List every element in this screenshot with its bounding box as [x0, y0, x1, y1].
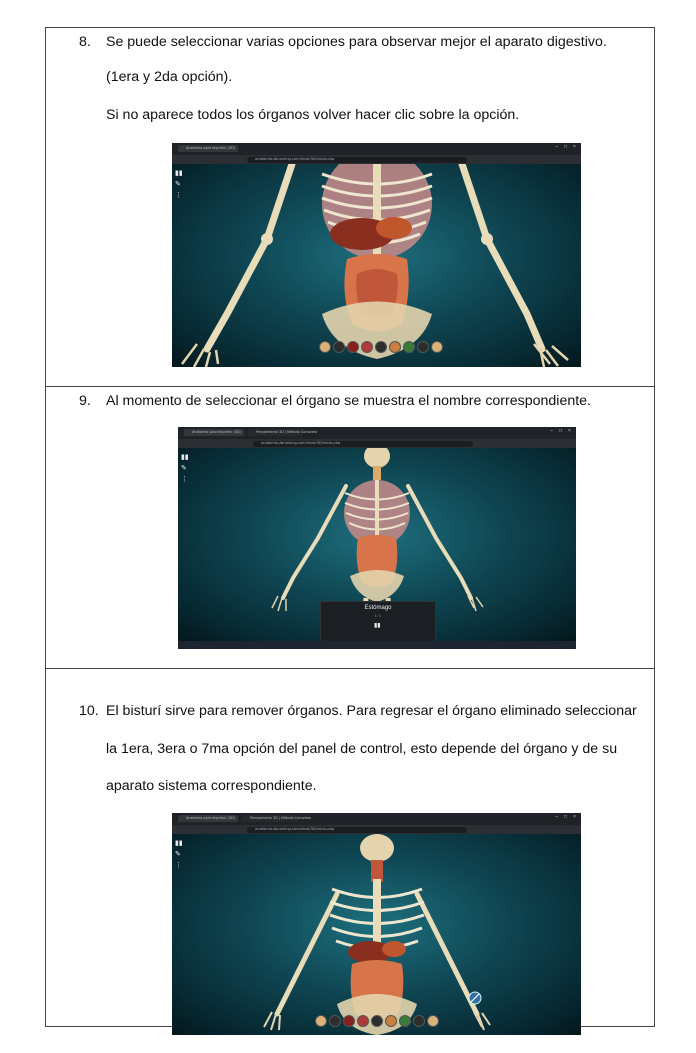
minimize-icon[interactable]: – — [550, 428, 553, 434]
skeleton-icon[interactable] — [427, 1015, 439, 1027]
muscle-icon[interactable] — [329, 1015, 341, 1027]
step-text-line: Al momento de seleccionar el órgano se muestra el nombre correspondiente. — [106, 393, 592, 409]
step-text-line: la 1era, 3era o 7ma opción del panel de control, esto depende del órgano y de su — [106, 741, 618, 757]
minimize-icon[interactable]: – — [555, 144, 558, 150]
chat-icon[interactable]: ✎ — [181, 465, 187, 472]
book-icon[interactable]: ▮▮ — [175, 170, 183, 177]
table-row-step-9 — [46, 386, 654, 668]
skeleton-icon[interactable] — [319, 341, 331, 353]
minimize-icon[interactable]: – — [555, 814, 558, 820]
browser-tab-bar — [178, 427, 576, 439]
browser-tab[interactable]: Anatomía para Imprimir (3D) — [178, 815, 238, 822]
side-tool-panel — [181, 452, 191, 485]
book-icon[interactable]: ▮▮ — [181, 454, 189, 461]
chat-icon[interactable]: ✎ — [175, 181, 181, 188]
maximize-icon[interactable]: □ — [563, 814, 568, 820]
screenshot-3d-anatomy-organ-name — [178, 427, 576, 649]
chat-icon[interactable]: ✎ — [175, 851, 181, 858]
table-row-step-8 — [46, 28, 654, 386]
control-panel-toolbar — [319, 340, 443, 354]
screenshot-3d-anatomy-scalpel — [172, 813, 581, 1035]
stomach-icon[interactable] — [371, 1015, 383, 1027]
heart-icon[interactable] — [347, 341, 359, 353]
scalpel-icon[interactable] — [403, 341, 415, 353]
organ-name-label: Estómago — [364, 605, 392, 611]
skeleton-icon[interactable] — [431, 341, 443, 353]
brain-icon[interactable] — [389, 341, 401, 353]
lungs-icon[interactable] — [361, 341, 373, 353]
book-icon[interactable]: ▮▮ — [175, 840, 183, 847]
url-input[interactable]: anatomia.zbrushing.com/nivel/3D/inicio.php — [247, 157, 467, 163]
side-tool-panel — [175, 838, 185, 871]
browser-tab-bar — [172, 813, 581, 825]
skeleton-icon[interactable] — [315, 1015, 327, 1027]
instruction-table — [45, 27, 655, 1027]
eye-icon[interactable] — [417, 341, 429, 353]
browser-address-bar — [172, 155, 581, 164]
more-vertical-icon[interactable]: ⋮ — [181, 476, 188, 483]
maximize-icon[interactable]: □ — [563, 144, 568, 150]
skeleton-organs-removed-render — [172, 834, 581, 1035]
more-vertical-icon[interactable]: ⋮ — [175, 192, 182, 199]
skeleton-torso-digestive-render — [172, 164, 581, 367]
browser-tab[interactable]: Pensamiento 3D | Método Completo — [242, 815, 297, 822]
step-text-line: (1era y 2da opción). — [106, 69, 233, 85]
eye-icon[interactable] — [413, 1015, 425, 1027]
control-panel-toolbar — [315, 1014, 439, 1028]
step-text-line: Se puede seleccionar varias opciones para observar mejor el aparato digestivo. — [106, 34, 607, 50]
close-icon[interactable]: × — [573, 814, 576, 820]
more-vertical-icon[interactable]: ⋮ — [175, 862, 182, 869]
step-number: 10. — [79, 703, 99, 719]
browser-tab[interactable]: Pensamiento 3D | Método Completo — [248, 429, 303, 436]
stomach-icon[interactable] — [375, 341, 387, 353]
browser-address-bar — [178, 439, 576, 448]
step-text-line: aparato sistema correspondiente. — [106, 778, 317, 794]
lungs-icon[interactable] — [357, 1015, 369, 1027]
side-tool-panel — [175, 168, 185, 201]
brain-icon[interactable] — [385, 1015, 397, 1027]
maximize-icon[interactable]: □ — [558, 428, 563, 434]
step-number: 9. — [79, 393, 91, 409]
browser-tab[interactable]: Anatomía para Imprimir (3D) — [178, 145, 238, 152]
anatomy-viewport[interactable] — [178, 448, 576, 641]
close-icon[interactable]: × — [568, 428, 571, 434]
organ-name-counter: 1 / 1 — [374, 614, 382, 618]
url-input[interactable]: anatomia.zbrushing.com/nivel/3D/inicio.php — [247, 827, 467, 833]
anatomy-viewport[interactable] — [172, 834, 581, 1035]
step-number: 8. — [79, 34, 91, 50]
book-icon[interactable]: ▮▮ — [374, 623, 381, 629]
muscle-icon[interactable] — [333, 341, 345, 353]
browser-address-bar — [172, 825, 581, 834]
step-text-line: El bisturí sirve para remover órganos. Para regresar el órgano eliminado seleccionar — [106, 703, 637, 719]
table-row-step-10 — [46, 668, 654, 1026]
browser-tab-bar — [172, 143, 581, 155]
url-input[interactable]: anatomia.zbrushing.com/nivel/3D/inicio.php — [253, 441, 473, 447]
organ-name-popup — [320, 601, 436, 643]
windows-taskbar — [178, 641, 576, 649]
scalpel-icon[interactable] — [399, 1015, 411, 1027]
step-text-line: Si no aparece todos los órganos volver hacer clic sobre la opción. — [106, 107, 520, 123]
browser-tab[interactable]: Anatomía para Imprimir (3D) — [184, 429, 244, 436]
anatomy-viewport[interactable] — [172, 164, 581, 367]
screenshot-3d-anatomy-digestive — [172, 143, 581, 367]
heart-icon[interactable] — [343, 1015, 355, 1027]
close-icon[interactable]: × — [573, 144, 576, 150]
